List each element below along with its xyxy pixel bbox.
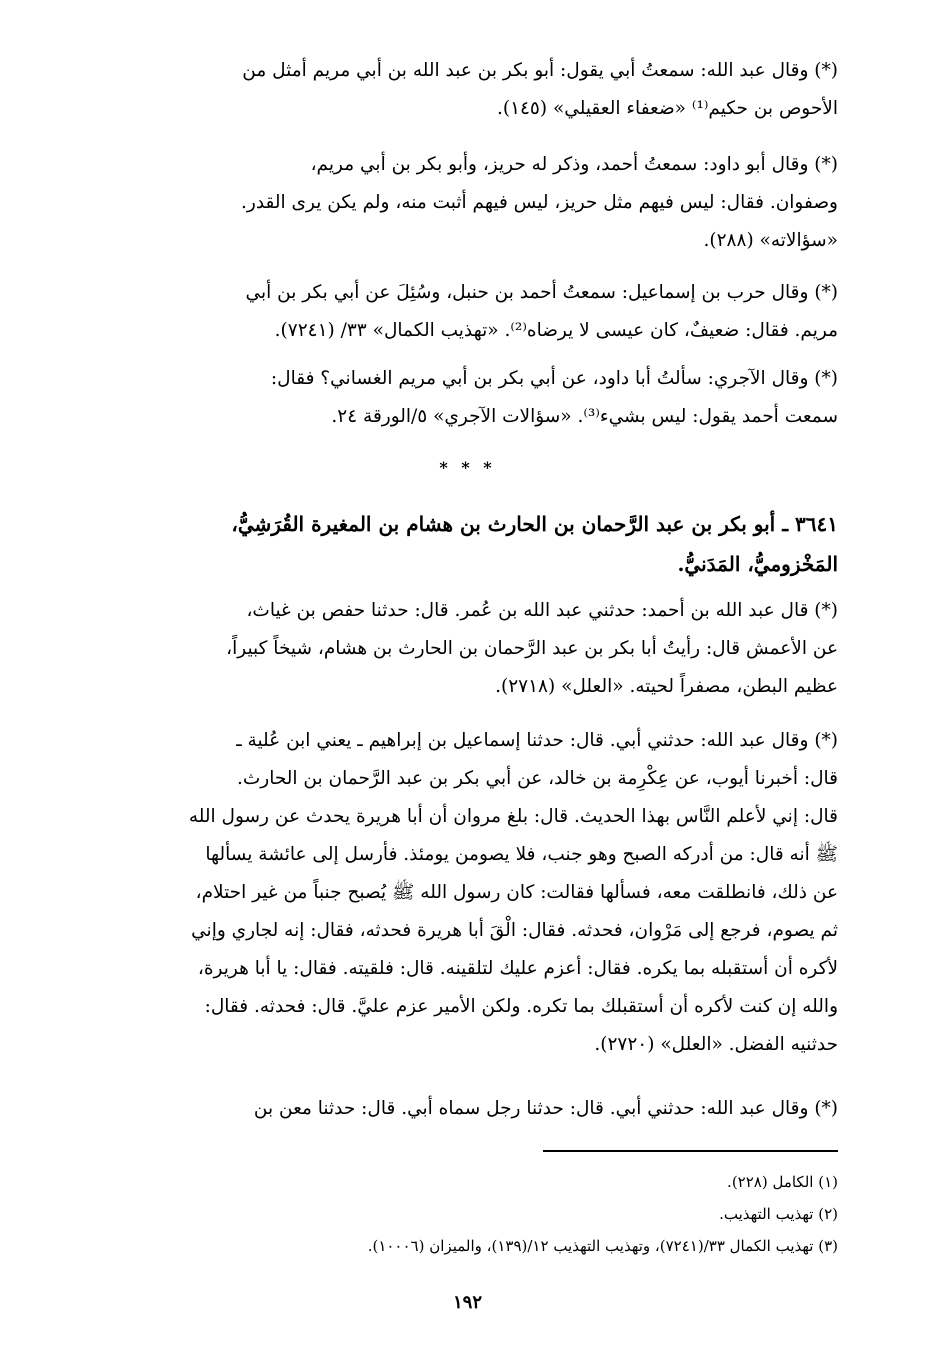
text-line: حدثنيه الفضل. «العلل» (٢٧٢٠). (594, 1034, 838, 1055)
text-line: «سؤالاته» (٢٨٨). (703, 230, 838, 251)
footnote-2: (٢) تهذيب التهذيب. (719, 1205, 838, 1223)
text-line: قال: أخبرنا أيوب، عن عِكْرِمة بن خالد، عن أبي بكر بن عبد الرَّحمان بن الحارث. (236, 768, 838, 789)
text-line: (*) وقال عبد الله: حدثني أبي. قال: حدثنا رجل سماه أبي. قال: حدثنا معن بن (253, 1098, 838, 1119)
text-line: عظيم البطن، مصفراً لحيته. «العلل» (٢٧١٨). (495, 676, 838, 697)
entry-paragraph-3 (60, 1090, 838, 1128)
text-line: مريم. فقال: ضعيفٌ، كان عيسى لا يرضاه⁽²⁾. «تهذيب الكمال» ٣٣/ (٧٢٤١). (274, 320, 838, 341)
text-line: (*) وقال عبد الله: سمعتُ أبي يقول: أبو بكر بن عبد الله بن أبي مريم أمثل من (242, 60, 838, 81)
footnote-3: (٣) تهذيب الكمال ٣٣/(٧٢٤١)، وتهذيب التهذيب ١٢/(١٣٩)، والميزان (١٠٠٠٦). (367, 1237, 838, 1255)
footnote-1: (١) الكامل (٢٢٨). (727, 1173, 838, 1191)
text-line: سمعت أحمد يقول: ليس بشيء⁽³⁾. «سؤالات الآجري» ٥/الورقة ٢٤. (331, 406, 838, 427)
text-line: وصفوان. فقال: ليس فيهم مثل حريز، ليس فيهم أثبت منه، ولم يكن يرى القدر. (241, 192, 838, 213)
text-line: ﷺ أنه قال: من أدركه الصبح وهو جنب، فلا يصومن يومئذ. فأرسل إلى عائشة يسألها (205, 844, 838, 865)
footnotes (60, 1166, 838, 1262)
text-line: لأكره أن أستقبله بما يكره. فقال: أعزم عليك لتلقينه. قال: فلقيته. فقال: يا أبا هريرة، (197, 958, 838, 979)
text-line: (*) وقال الآجري: سألتُ أبا داود، عن أبي بكر بن أبي مريم الغساني؟ فقال: (270, 368, 838, 389)
text-line: عن الأعمش قال: رأيتُ أبا بكر بن عبد الرَّحمان بن الحارث بن هشام، شيخاً كبيراً، (226, 638, 838, 659)
heading-line: ٣٦٤١ ـ أبو بكر بن عبد الرَّحمان بن الحارث بن هشام بن المغيرة القُرَشِيُّ، (231, 512, 838, 536)
text-line: عن ذلك، فانطلقت معه، فسألها فقالت: كان رسول الله ﷺ يُصبح جنباً من غير احتلام، (195, 882, 838, 903)
text-line: الأحوص بن حكيم⁽¹⁾ «ضعفاء العقيلي» (١٤٥). (496, 98, 838, 119)
narration-paragraph-3 (60, 274, 838, 350)
footnote-divider (543, 1150, 838, 1152)
text-line: (*) قال عبد الله بن أحمد: حدثني عبد الله بن عُمر. قال: حدثنا حفص بن غياث، (246, 600, 838, 621)
page-number: ١٩٢ (452, 1292, 482, 1313)
text-line: قال: إني لأعلم النَّاس بهذا الحديث. قال: بلغ مروان أن أبا هريرة يحدث عن رسول الله (188, 806, 838, 827)
text-line: (*) وقال حرب بن إسماعيل: سمعتُ أحمد بن حنبل، وسُئِلَ عن أبي بكر بن أبي (245, 282, 838, 303)
narration-paragraph-4 (60, 360, 838, 436)
narration-paragraph-1 (60, 52, 838, 128)
text-line: (*) وقال أبو داود: سمعتُ أحمد، وذكر له حريز، وأبو بكر بن أبي مريم، (310, 154, 838, 175)
text-line: (*) وقال عبد الله: حدثني أبي. قال: حدثنا إسماعيل بن إبراهيم ـ يعني ابن عُلية ـ (236, 730, 838, 751)
section-separator: * * * (439, 458, 496, 477)
text-line: والله إن كنت لأكره أن أستقبلك بما تكره. ولكن الأمير عزم عليَّ. قال: فحدثه. فقال: (204, 996, 838, 1017)
text-line: ثم يصوم، فرجع إلى مَرْوان، فحدثه. فقال: الْقَ أبا هريرة فحدثه، فقال: إنه لجاري وإني (191, 920, 838, 941)
entry-paragraph-2 (60, 722, 838, 1064)
heading-line: المَخْزوميُّ، المَدَنيُّ. (677, 552, 838, 576)
narration-paragraph-2 (60, 146, 838, 260)
entry-paragraph-1 (60, 592, 838, 706)
entry-heading (60, 504, 838, 584)
